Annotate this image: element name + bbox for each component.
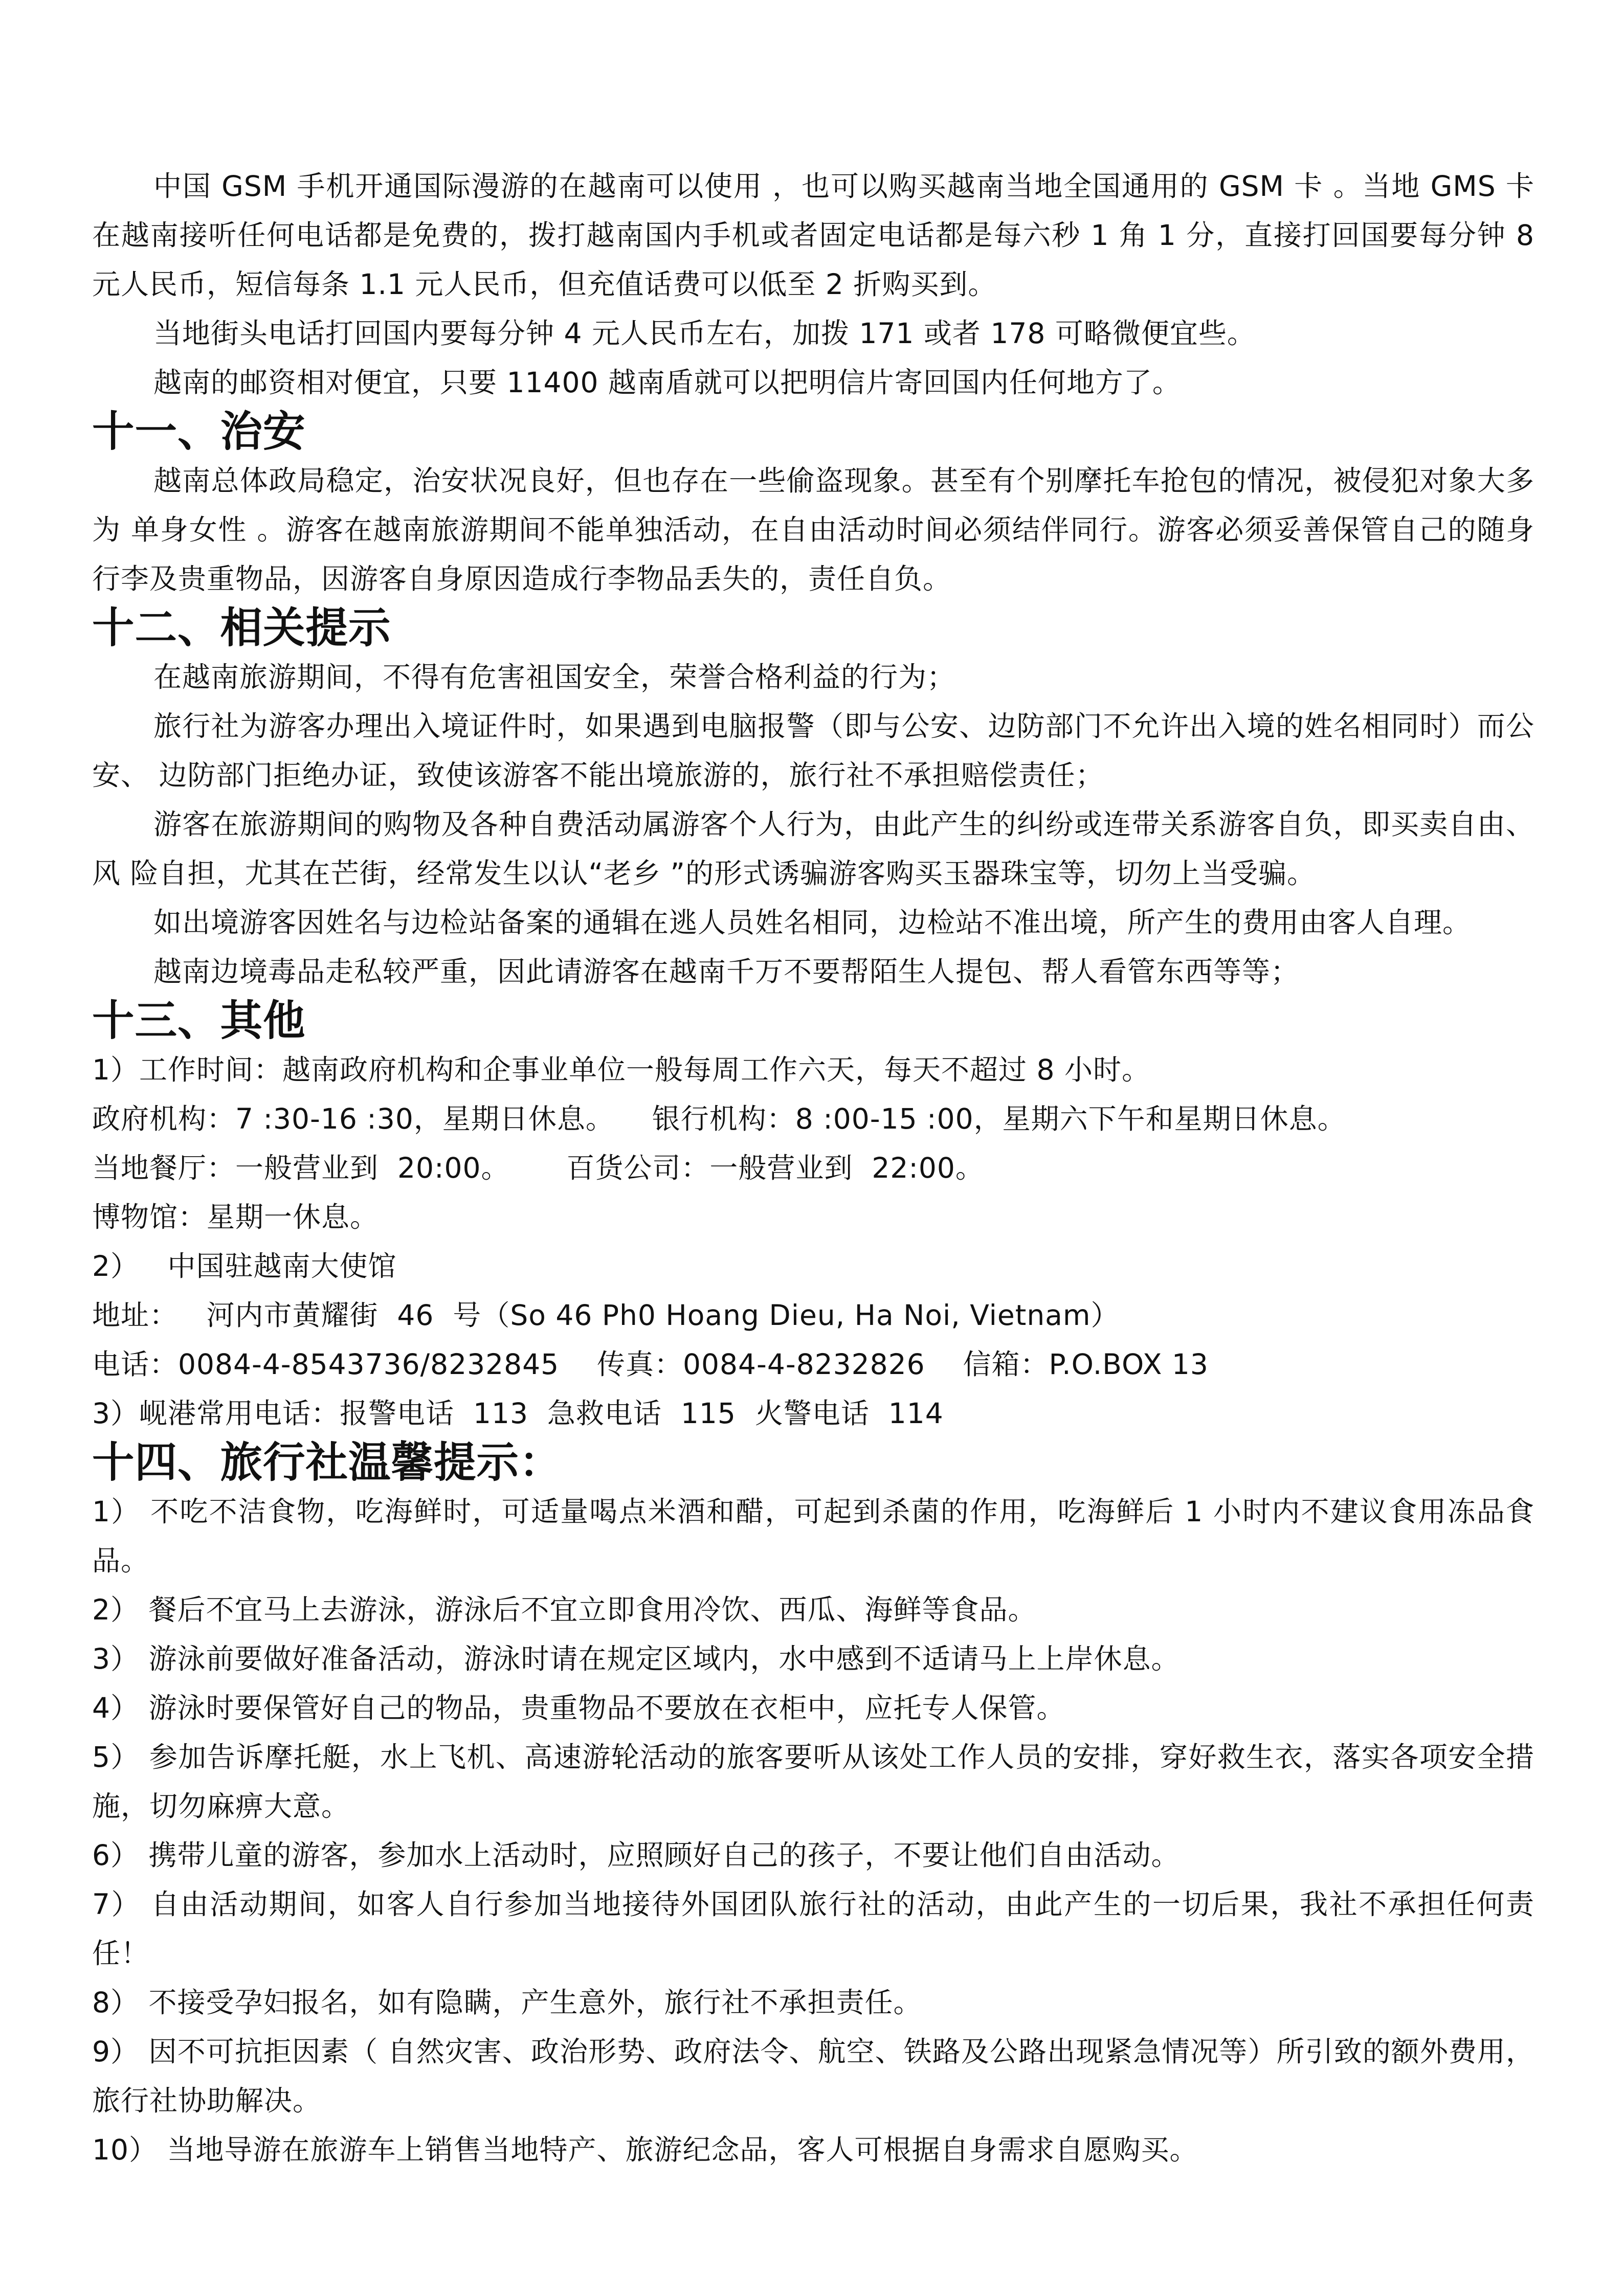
- line-embassy-address: 地址： 河内市黄耀街 46 号（So 46 Ph0 Hoang Dieu, Ha Noi, Vietnam）: [92, 1299, 1120, 1332]
- line-embassy-contact: 电话：0084-4-8543736/8232845 传真：0084-4-8232826 信箱：P.O.BOX 13: [92, 1348, 1209, 1381]
- section-warm-tips: [92, 1438, 1534, 2174]
- list-item: 3） 游泳前要做好准备活动，游泳时请在规定区域内，水中感到不适请马上上岸休息。: [92, 1642, 1180, 1675]
- paragraph-tip-shopping: 游客在旅游期间的购物及各种自费活动属游客个人行为，由此产生的纠纷或连带关系游客自负，即买卖自由、风 险自担，尤其在芒街，经常发生以认“老乡 ”的形式诱骗游客购买玉器珠宝等，切勿上当受骗。: [92, 808, 1534, 890]
- paragraph-tip-documents: 旅行社为游客办理出入境证件时，如果遇到电脑报警（即与公安、边防部门不允许出入境的姓名相同时）而公安、 边防部门拒绝办证，致使该游客不能出境旅游的，旅行社不承担赔偿责任；: [92, 710, 1534, 792]
- line-museum-hours: 博物馆：星期一休息。: [92, 1201, 379, 1233]
- document-page: [92, 162, 1534, 2174]
- section-communication: [92, 162, 1534, 407]
- line-shop-hours: 当地餐厅：一般营业到 20:00。 百货公司：一般营业到 22:00。: [92, 1152, 984, 1184]
- list-item: 4） 游泳时要保管好自己的物品，贵重物品不要放在衣柜中，应托专人保管。: [92, 1692, 1065, 1724]
- paragraph-tip-drugs: 越南边境毒品走私较严重，因此请游客在越南千万不要帮陌生人提包、帮人看管东西等等；: [153, 955, 1300, 988]
- line-emergency-numbers: 3）岘港常用电话：报警电话 113 急救电话 115 火警电话 114: [92, 1397, 944, 1430]
- section-security: [92, 407, 1534, 603]
- list-item: 10） 当地导游在旅游车上销售当地特产、旅游纪念品，客人可根据自身需求自愿购买。: [92, 2133, 1198, 2166]
- section-other: [92, 996, 1534, 1438]
- line-embassy-title: 2） 中国驻越南大使馆: [92, 1250, 397, 1282]
- section-heading-security: 十一、治安: [92, 407, 306, 456]
- paragraph-security: 越南总体政局稳定，治安状况良好，但也存在一些偷盗现象。甚至有个别摩托车抢包的情况，被侵犯对象大多为 单身女性 。游客在越南旅游期间不能单独活动，在自由活动时间必须结伴同行。游客必须妥善保管自己的随身 行李及贵重物品，因游客自身原因造成行李物品丢失的，责任自负。: [92, 464, 1534, 595]
- paragraph-street-phone: 当地街头电话打回国内要每分钟 4 元人民币左右，加拨 171 或者 178 可略微便宜些。: [153, 317, 1256, 350]
- list-item: 2） 餐后不宜马上去游泳，游泳后不宜立即食用冷饮、西瓜、海鲜等食品。: [92, 1593, 1037, 1626]
- list-item: 9） 因不可抗拒因素（ 自然灾害、政治形势、政府法令、航空、铁路及公路出现紧急情况等）所引致的额外费用，旅行社协助解决。: [92, 2035, 1534, 2117]
- line-working-hours: 1）工作时间：越南政府机构和企事业单位一般每周工作六天，每天不超过 8 小时。: [92, 1053, 1150, 1086]
- list-item: 8） 不接受孕妇报名，如有隐瞒，产生意外，旅行社不承担责任。: [92, 1986, 922, 2019]
- paragraph-gsm-roaming: 中国 GSM 手机开通国际漫游的在越南可以使用 ，也可以购买越南当地全国通用的 GSM 卡 。当地 GMS 卡在越南接听任何电话都是免费的，拨打越南国内手机或者固定电话都是每六秒 1 角 1 分，直接打回国要每分钟 8 元人民币，短信每条 1.1 元人民币，但充值话费可以低至 2 折购买到。: [92, 170, 1534, 301]
- section-heading-related-tips: 十二、相关提示: [92, 603, 391, 652]
- paragraph-postage: 越南的邮资相对便宜，只要 11400 越南盾就可以把明信片寄回国内任何地方了。: [153, 366, 1181, 399]
- section-related-tips: [92, 603, 1534, 996]
- list-item: 5） 参加告诉摩托艇，水上飞机、高速游轮活动的旅客要听从该处工作人员的安排，穿好救生衣，落实各项安全措施，切勿麻痹大意。: [92, 1741, 1534, 1822]
- list-item: 6） 携带儿童的游客，参加水上活动时，应照顾好自己的孩子，不要让他们自由活动。: [92, 1839, 1180, 1872]
- line-office-hours: 政府机构：7 :30-16 :30，星期日休息。 银行机构：8 :00-15 :00，星期六下午和星期日休息。: [92, 1102, 1346, 1135]
- paragraph-tip-safety: 在越南旅游期间，不得有危害祖国安全，荣誉合格利益的行为；: [153, 661, 956, 693]
- list-item: 7） 自由活动期间，如客人自行参加当地接待外国团队旅行社的活动，由此产生的一切后果，我社不承担任何责任！: [92, 1888, 1534, 1970]
- list-item: 1） 不吃不洁食物，吃海鲜时，可适量喝点米酒和醋，可起到杀菌的作用，吃海鲜后 1 小时内不建议食用冻品食品。: [92, 1495, 1534, 1577]
- section-heading-other: 十三、其他: [92, 996, 306, 1045]
- section-heading-warm-tips: 十四、旅行社温馨提示：: [92, 1438, 562, 1487]
- paragraph-tip-border-check: 如出境游客因姓名与边检站备案的通辑在逃人员姓名相同，边检站不准出境，所产生的费用由客人自理。: [153, 906, 1472, 939]
